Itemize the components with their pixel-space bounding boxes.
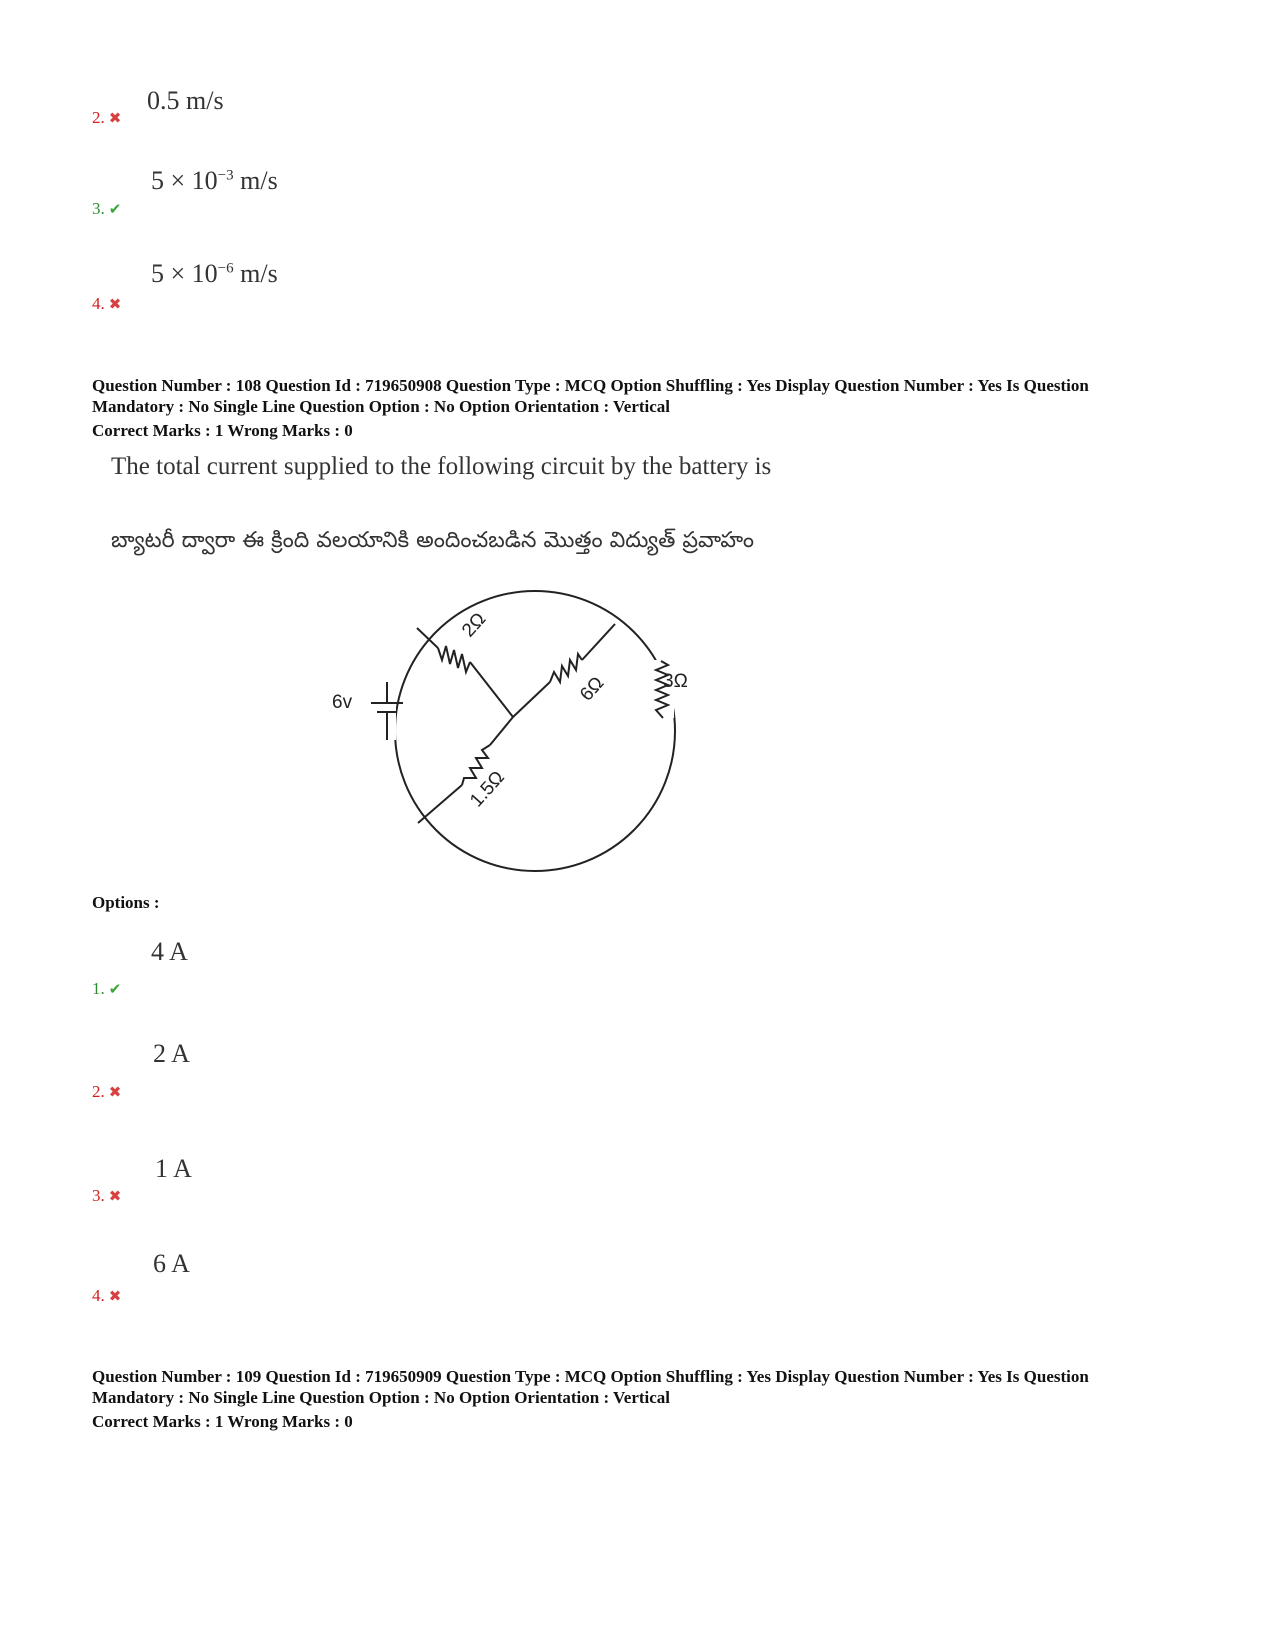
cross-icon: ✖ [108,1085,122,1101]
option-2 [92,1082,121,1102]
battery-label: 6v [332,692,353,713]
resistor-1-5-ohm-label: 1.5Ω [466,767,509,812]
resistor-2-ohm [438,646,470,672]
prev-option-3 [92,199,121,219]
option-number: 2. [92,1082,105,1101]
option-1-value: 4 A [151,937,188,966]
cross-icon: ✖ [108,1189,122,1205]
resistor-6-ohm-label: 6Ω [576,672,609,706]
question-108-meta [92,375,1202,441]
prev-option-2-value: 0.5 m/s [147,86,224,115]
cross-icon: ✖ [108,297,122,313]
option-3 [92,1186,121,1206]
prev-option-4-exp: −6 [217,260,234,277]
prev-option-3-value [151,166,278,196]
marks-line: Correct Marks : 1 Wrong Marks : 0 [92,421,353,440]
cross-icon: ✖ [108,111,122,127]
prev-option-3-base: 5 × 10 [151,166,218,195]
option-4-value: 6 A [153,1249,190,1278]
options-label: Options : [92,893,160,912]
check-icon: ✔ [108,202,122,218]
option-number: 3. [92,1186,105,1205]
resistor-6-ohm [550,654,582,682]
prev-option-4-base: 5 × 10 [151,259,218,288]
prev-option-4 [92,294,121,314]
meta-line-1: Question Number : 109 Question Id : 719650909 Question Type : MCQ Option Shuffling : Yes Display Question Number : Yes Is Question [92,1367,1089,1386]
resistor-2-ohm-label: 2Ω [458,608,491,642]
option-number: 2. [92,108,105,127]
resistor-3-ohm-label: 3Ω [663,671,688,692]
prev-option-2 [92,108,121,128]
option-3-value: 1 A [155,1154,192,1183]
circuit-loop [395,591,675,871]
option-2-value: 2 A [153,1039,190,1068]
question-109-meta [92,1366,1202,1432]
check-icon: ✔ [108,982,122,998]
option-number: 1. [92,979,105,998]
meta-line-2: Mandatory : No Single Line Question Option : No Option Orientation : Vertical [92,397,671,416]
marks-line: Correct Marks : 1 Wrong Marks : 0 [92,1412,353,1431]
question-text-english: The total current supplied to the following circuit by the battery is [111,453,772,480]
option-number: 4. [92,294,105,313]
prev-option-3-exp: −3 [217,167,234,184]
prev-option-4-unit: m/s [233,259,278,288]
option-4 [92,1286,121,1306]
option-number: 3. [92,199,105,218]
meta-line-1: Question Number : 108 Question Id : 719650908 Question Type : MCQ Option Shuffling : Yes Display Question Number : Yes Is Question [92,376,1089,395]
option-1 [92,979,121,999]
meta-line-2: Mandatory : No Single Line Question Option : No Option Orientation : Vertical [92,1388,671,1407]
prev-option-4-value [151,259,278,289]
cross-icon: ✖ [108,1289,122,1305]
option-number: 4. [92,1286,105,1305]
circuit-diagram [330,590,750,910]
question-text-telugu: బ్యాటరీ ద్వారా ఈ క్రింది వలయానికి అందించబడిన మొత్తం విద్యుత్ ప్రవాహం [111,528,755,553]
prev-option-3-unit: m/s [233,166,278,195]
